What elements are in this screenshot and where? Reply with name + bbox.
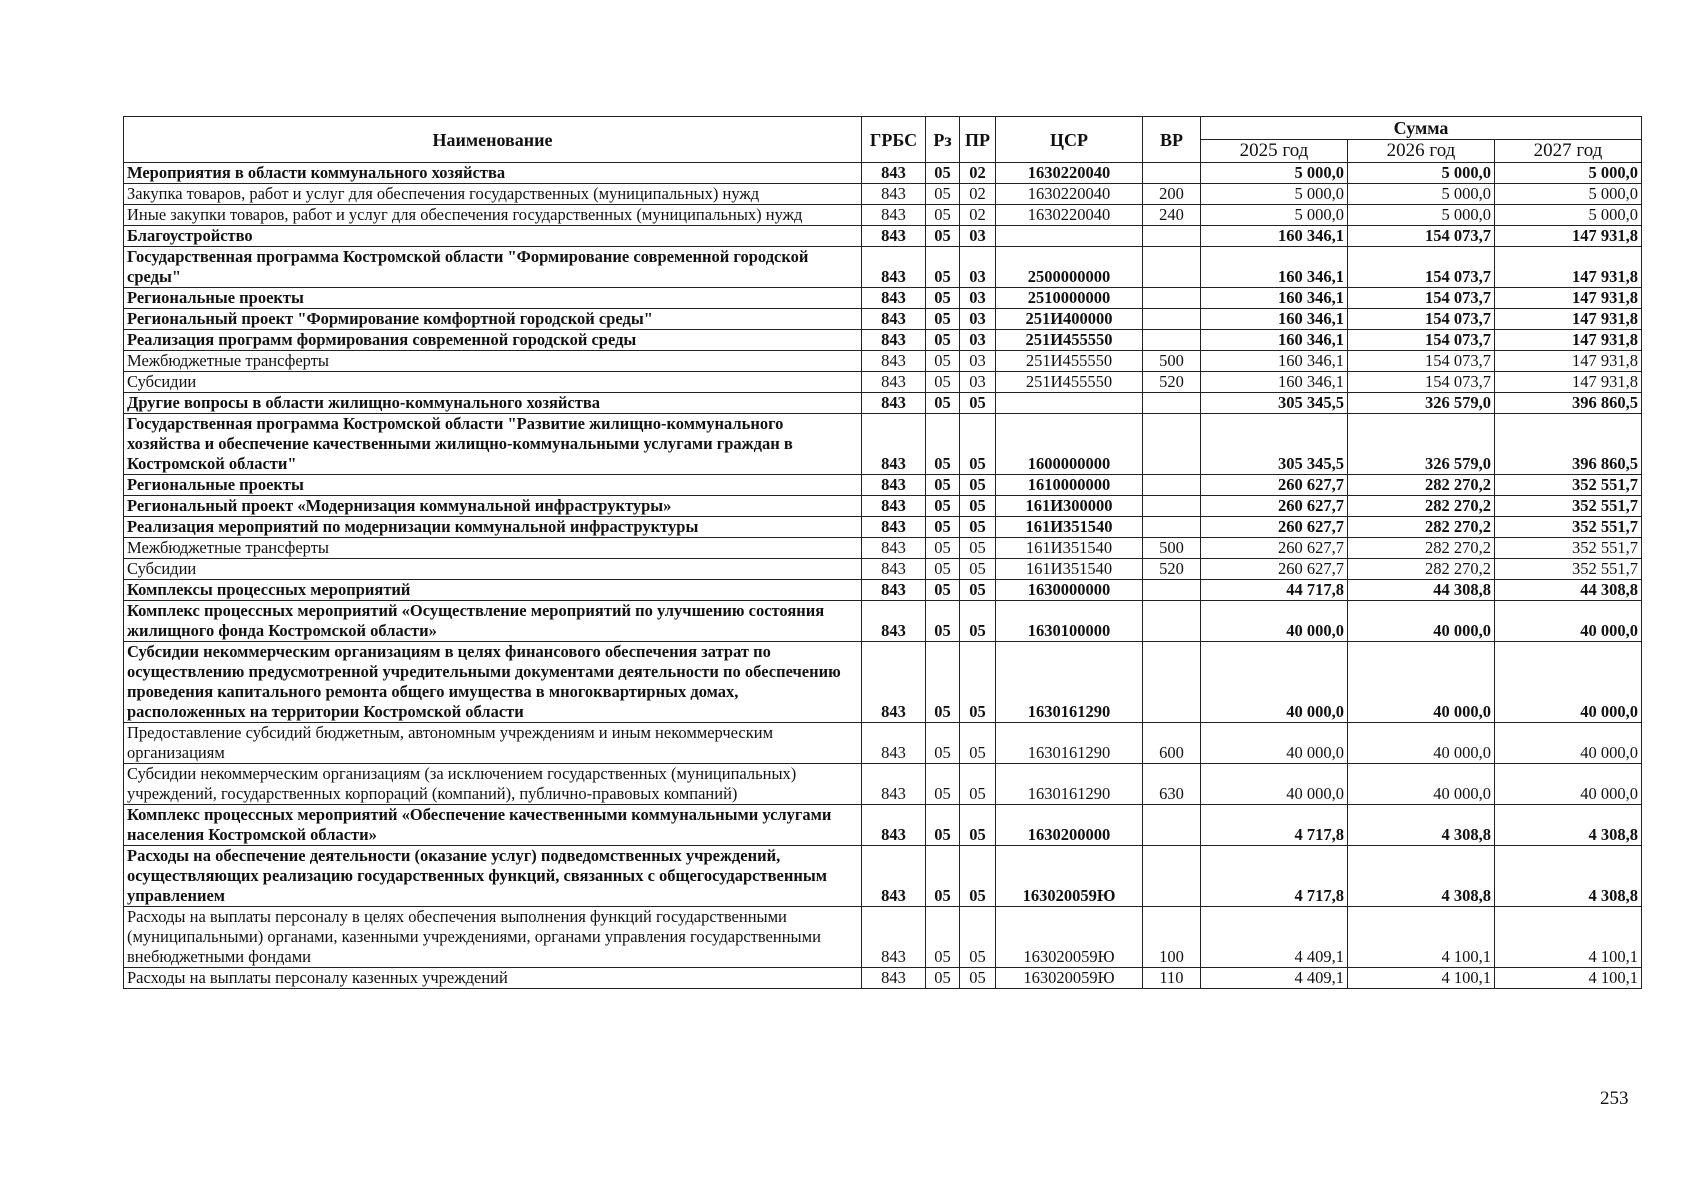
cell-grbs: 843 [862, 184, 926, 205]
cell-csr: 251И455550 [996, 372, 1143, 393]
cell-rz: 05 [926, 538, 960, 559]
table-row [124, 226, 1642, 247]
cell-grbs: 843 [862, 351, 926, 372]
cell-2027: 40 000,0 [1495, 642, 1642, 723]
cell-name: Расходы на выплаты персоналу казенных учреждений [124, 968, 862, 989]
cell-csr: 163020059Ю [996, 968, 1143, 989]
document-page [123, 116, 1641, 989]
cell-csr: 251И400000 [996, 309, 1143, 330]
header-rz: Рз [926, 117, 960, 163]
cell-2026: 4 100,1 [1348, 907, 1495, 968]
cell-pr: 05 [960, 968, 996, 989]
cell-2027: 147 931,8 [1495, 226, 1642, 247]
cell-2027: 4 308,8 [1495, 805, 1642, 846]
cell-csr [996, 393, 1143, 414]
cell-name: Комплексы процессных мероприятий [124, 580, 862, 601]
cell-pr: 05 [960, 846, 996, 907]
cell-2025: 5 000,0 [1201, 184, 1348, 205]
cell-csr: 2500000000 [996, 247, 1143, 288]
cell-name: Реализация мероприятий по модернизации коммунальной инфраструктуры [124, 517, 862, 538]
cell-2027: 44 308,8 [1495, 580, 1642, 601]
cell-pr: 02 [960, 205, 996, 226]
cell-2025: 260 627,7 [1201, 496, 1348, 517]
cell-grbs: 843 [862, 580, 926, 601]
cell-2027: 147 931,8 [1495, 309, 1642, 330]
table-row [124, 907, 1642, 968]
cell-grbs: 843 [862, 968, 926, 989]
cell-name: Региональные проекты [124, 288, 862, 309]
cell-name: Межбюджетные трансферты [124, 351, 862, 372]
cell-rz: 05 [926, 184, 960, 205]
budget-table [123, 116, 1642, 989]
cell-2026: 5 000,0 [1348, 184, 1495, 205]
cell-vr [1143, 330, 1201, 351]
cell-pr: 05 [960, 538, 996, 559]
cell-2025: 4 409,1 [1201, 907, 1348, 968]
cell-vr: 630 [1143, 764, 1201, 805]
cell-grbs: 843 [862, 496, 926, 517]
table-row [124, 330, 1642, 351]
cell-pr: 03 [960, 288, 996, 309]
cell-csr: 1630161290 [996, 723, 1143, 764]
cell-vr: 200 [1143, 184, 1201, 205]
cell-rz: 05 [926, 907, 960, 968]
cell-vr [1143, 496, 1201, 517]
cell-pr: 05 [960, 393, 996, 414]
cell-2025: 160 346,1 [1201, 372, 1348, 393]
cell-vr [1143, 288, 1201, 309]
cell-vr: 100 [1143, 907, 1201, 968]
table-row [124, 205, 1642, 226]
cell-2025: 260 627,7 [1201, 559, 1348, 580]
cell-rz: 05 [926, 163, 960, 184]
cell-csr: 1630220040 [996, 163, 1143, 184]
cell-2027: 396 860,5 [1495, 414, 1642, 475]
cell-2025: 40 000,0 [1201, 601, 1348, 642]
cell-csr: 1630000000 [996, 580, 1143, 601]
cell-name: Комплекс процессных мероприятий «Обеспечение качественными коммунальными услугами населения Костромской области» [124, 805, 862, 846]
cell-2027: 352 551,7 [1495, 538, 1642, 559]
table-row [124, 559, 1642, 580]
cell-rz: 05 [926, 846, 960, 907]
cell-grbs: 843 [862, 372, 926, 393]
header-name: Наименование [124, 117, 862, 163]
cell-pr: 03 [960, 351, 996, 372]
cell-2027: 5 000,0 [1495, 184, 1642, 205]
cell-name: Другие вопросы в области жилищно-коммунального хозяйства [124, 393, 862, 414]
cell-rz: 05 [926, 205, 960, 226]
cell-pr: 03 [960, 226, 996, 247]
cell-2025: 160 346,1 [1201, 288, 1348, 309]
cell-2026: 154 073,7 [1348, 288, 1495, 309]
cell-name: Субсидии некоммерческим организациям (за исключением государственных (муниципальных) учреждений, государственных корпораций (компаний), публично-правовых компаний) [124, 764, 862, 805]
cell-rz: 05 [926, 247, 960, 288]
cell-name: Государственная программа Костромской области "Развитие жилищно-коммунального хозяйства и обеспечение качественными жилищно-коммунальными услугами граждан в Костромской области" [124, 414, 862, 475]
cell-2026: 282 270,2 [1348, 496, 1495, 517]
table-row [124, 580, 1642, 601]
cell-2026: 282 270,2 [1348, 559, 1495, 580]
cell-name: Иные закупки товаров, работ и услуг для обеспечения государственных (муниципальных) нужд [124, 205, 862, 226]
cell-csr: 251И455550 [996, 351, 1143, 372]
cell-name: Региональный проект "Формирование комфортной городской среды" [124, 309, 862, 330]
cell-2026: 282 270,2 [1348, 475, 1495, 496]
cell-2027: 5 000,0 [1495, 163, 1642, 184]
cell-2026: 40 000,0 [1348, 723, 1495, 764]
table-row [124, 247, 1642, 288]
table-row [124, 475, 1642, 496]
cell-2027: 147 931,8 [1495, 351, 1642, 372]
cell-grbs: 843 [862, 226, 926, 247]
cell-pr: 02 [960, 184, 996, 205]
cell-csr: 1610000000 [996, 475, 1143, 496]
cell-2026: 154 073,7 [1348, 372, 1495, 393]
cell-grbs: 843 [862, 393, 926, 414]
cell-2025: 40 000,0 [1201, 642, 1348, 723]
cell-rz: 05 [926, 351, 960, 372]
cell-csr: 1630161290 [996, 764, 1143, 805]
table-row [124, 184, 1642, 205]
cell-pr: 05 [960, 580, 996, 601]
table-row [124, 723, 1642, 764]
cell-2026: 4 100,1 [1348, 968, 1495, 989]
cell-grbs: 843 [862, 163, 926, 184]
cell-grbs: 843 [862, 517, 926, 538]
cell-vr: 520 [1143, 372, 1201, 393]
cell-vr: 500 [1143, 538, 1201, 559]
table-row [124, 288, 1642, 309]
cell-vr: 600 [1143, 723, 1201, 764]
cell-vr: 520 [1143, 559, 1201, 580]
cell-vr [1143, 601, 1201, 642]
cell-grbs: 843 [862, 723, 926, 764]
cell-name: Расходы на обеспечение деятельности (оказание услуг) подведомственных учреждений, осуществляющих реализацию государственных функций, связанных с общегосударственным управлением [124, 846, 862, 907]
cell-2027: 352 551,7 [1495, 559, 1642, 580]
cell-grbs: 843 [862, 601, 926, 642]
cell-pr: 03 [960, 330, 996, 351]
cell-2025: 40 000,0 [1201, 764, 1348, 805]
cell-2026: 282 270,2 [1348, 538, 1495, 559]
cell-2026: 154 073,7 [1348, 330, 1495, 351]
cell-2026: 4 308,8 [1348, 805, 1495, 846]
cell-csr: 1630220040 [996, 205, 1143, 226]
cell-vr [1143, 805, 1201, 846]
cell-rz: 05 [926, 580, 960, 601]
cell-csr: 161И351540 [996, 538, 1143, 559]
table-row [124, 764, 1642, 805]
header-grbs: ГРБС [862, 117, 926, 163]
page-number: 253 [1600, 1088, 1629, 1109]
cell-2027: 147 931,8 [1495, 288, 1642, 309]
cell-vr [1143, 846, 1201, 907]
cell-rz: 05 [926, 414, 960, 475]
cell-2027: 40 000,0 [1495, 601, 1642, 642]
cell-name: Мероприятия в области коммунального хозяйства [124, 163, 862, 184]
cell-2027: 352 551,7 [1495, 517, 1642, 538]
cell-pr: 05 [960, 414, 996, 475]
cell-2026: 326 579,0 [1348, 393, 1495, 414]
cell-pr: 05 [960, 723, 996, 764]
cell-2026: 154 073,7 [1348, 309, 1495, 330]
cell-csr [996, 226, 1143, 247]
cell-grbs: 843 [862, 475, 926, 496]
cell-2027: 147 931,8 [1495, 372, 1642, 393]
cell-vr: 240 [1143, 205, 1201, 226]
header-csr: ЦСР [996, 117, 1143, 163]
cell-name: Региональные проекты [124, 475, 862, 496]
cell-rz: 05 [926, 496, 960, 517]
table-row [124, 846, 1642, 907]
cell-rz: 05 [926, 226, 960, 247]
cell-grbs: 843 [862, 846, 926, 907]
cell-2025: 305 345,5 [1201, 414, 1348, 475]
cell-name: Государственная программа Костромской области "Формирование современной городской среды" [124, 247, 862, 288]
cell-name: Субсидии [124, 372, 862, 393]
cell-vr [1143, 393, 1201, 414]
cell-name: Расходы на выплаты персоналу в целях обеспечения выполнения функций государственными (муниципальными) органами, казенными учреждениями, органами управления государственными внебюджетными фондами [124, 907, 862, 968]
header-year-2027: 2027 год [1495, 140, 1642, 163]
cell-2026: 154 073,7 [1348, 226, 1495, 247]
cell-2026: 44 308,8 [1348, 580, 1495, 601]
cell-pr: 03 [960, 309, 996, 330]
header-pr: ПР [960, 117, 996, 163]
cell-2025: 160 346,1 [1201, 226, 1348, 247]
cell-rz: 05 [926, 642, 960, 723]
cell-pr: 05 [960, 907, 996, 968]
cell-grbs: 843 [862, 559, 926, 580]
cell-pr: 05 [960, 496, 996, 517]
cell-2026: 154 073,7 [1348, 351, 1495, 372]
cell-grbs: 843 [862, 764, 926, 805]
header-vr: ВР [1143, 117, 1201, 163]
cell-name: Реализация программ формирования современной городской среды [124, 330, 862, 351]
cell-csr: 2510000000 [996, 288, 1143, 309]
cell-2025: 160 346,1 [1201, 351, 1348, 372]
cell-2026: 5 000,0 [1348, 205, 1495, 226]
table-row [124, 496, 1642, 517]
cell-grbs: 843 [862, 330, 926, 351]
cell-csr: 1630100000 [996, 601, 1143, 642]
cell-vr [1143, 414, 1201, 475]
table-row [124, 642, 1642, 723]
cell-rz: 05 [926, 393, 960, 414]
header-sum: Сумма [1201, 117, 1642, 140]
cell-vr [1143, 163, 1201, 184]
cell-vr [1143, 517, 1201, 538]
cell-2025: 4 717,8 [1201, 805, 1348, 846]
cell-vr [1143, 247, 1201, 288]
cell-2027: 147 931,8 [1495, 330, 1642, 351]
cell-name: Межбюджетные трансферты [124, 538, 862, 559]
cell-2027: 352 551,7 [1495, 496, 1642, 517]
cell-csr: 1630200000 [996, 805, 1143, 846]
header-year-2025: 2025 год [1201, 140, 1348, 163]
cell-rz: 05 [926, 372, 960, 393]
cell-rz: 05 [926, 309, 960, 330]
table-row [124, 414, 1642, 475]
cell-pr: 05 [960, 642, 996, 723]
cell-pr: 05 [960, 764, 996, 805]
cell-rz: 05 [926, 764, 960, 805]
cell-2025: 260 627,7 [1201, 517, 1348, 538]
cell-vr [1143, 475, 1201, 496]
cell-name: Комплекс процессных мероприятий «Осуществление мероприятий по улучшению состояния жилищного фонда Костромской области» [124, 601, 862, 642]
cell-csr: 163020059Ю [996, 846, 1143, 907]
cell-name: Субсидии [124, 559, 862, 580]
cell-vr [1143, 580, 1201, 601]
cell-csr: 161И351540 [996, 517, 1143, 538]
cell-name: Благоустройство [124, 226, 862, 247]
cell-grbs: 843 [862, 907, 926, 968]
cell-pr: 05 [960, 517, 996, 538]
cell-2026: 4 308,8 [1348, 846, 1495, 907]
cell-2025: 160 346,1 [1201, 330, 1348, 351]
table-row [124, 805, 1642, 846]
cell-2026: 40 000,0 [1348, 601, 1495, 642]
cell-2025: 260 627,7 [1201, 475, 1348, 496]
cell-rz: 05 [926, 475, 960, 496]
cell-csr: 1630161290 [996, 642, 1143, 723]
cell-2025: 40 000,0 [1201, 723, 1348, 764]
cell-2027: 147 931,8 [1495, 247, 1642, 288]
cell-grbs: 843 [862, 538, 926, 559]
table-row [124, 163, 1642, 184]
cell-grbs: 843 [862, 205, 926, 226]
cell-rz: 05 [926, 723, 960, 764]
table-body [124, 163, 1642, 989]
cell-vr [1143, 309, 1201, 330]
table-row [124, 372, 1642, 393]
table-row [124, 538, 1642, 559]
cell-2025: 5 000,0 [1201, 205, 1348, 226]
cell-rz: 05 [926, 601, 960, 642]
table-row [124, 517, 1642, 538]
cell-pr: 03 [960, 372, 996, 393]
cell-rz: 05 [926, 805, 960, 846]
cell-2027: 40 000,0 [1495, 723, 1642, 764]
cell-rz: 05 [926, 288, 960, 309]
cell-vr: 110 [1143, 968, 1201, 989]
cell-pr: 03 [960, 247, 996, 288]
cell-pr: 02 [960, 163, 996, 184]
cell-name: Закупка товаров, работ и услуг для обеспечения государственных (муниципальных) нужд [124, 184, 862, 205]
table-row [124, 601, 1642, 642]
table-row [124, 309, 1642, 330]
cell-2027: 4 308,8 [1495, 846, 1642, 907]
cell-grbs: 843 [862, 642, 926, 723]
cell-grbs: 843 [862, 414, 926, 475]
cell-grbs: 843 [862, 288, 926, 309]
cell-csr: 1600000000 [996, 414, 1143, 475]
cell-2027: 4 100,1 [1495, 968, 1642, 989]
cell-rz: 05 [926, 517, 960, 538]
cell-rz: 05 [926, 330, 960, 351]
cell-grbs: 843 [862, 805, 926, 846]
cell-2026: 40 000,0 [1348, 764, 1495, 805]
cell-vr [1143, 226, 1201, 247]
cell-2027: 40 000,0 [1495, 764, 1642, 805]
cell-vr [1143, 642, 1201, 723]
cell-rz: 05 [926, 559, 960, 580]
cell-grbs: 843 [862, 247, 926, 288]
cell-pr: 05 [960, 805, 996, 846]
cell-2027: 396 860,5 [1495, 393, 1642, 414]
cell-csr: 1630220040 [996, 184, 1143, 205]
cell-2026: 40 000,0 [1348, 642, 1495, 723]
cell-csr: 251И455550 [996, 330, 1143, 351]
cell-name: Предоставление субсидий бюджетным, автономным учреждениям и иным некоммерческим организациям [124, 723, 862, 764]
cell-2025: 44 717,8 [1201, 580, 1348, 601]
table-row [124, 393, 1642, 414]
cell-2027: 5 000,0 [1495, 205, 1642, 226]
cell-grbs: 843 [862, 309, 926, 330]
cell-name: Субсидии некоммерческим организациям в целях финансового обеспечения затрат по осуществлению предусмотренной учредительными документами деятельности по обеспечению проведения капитального ремонта общего имущества в многоквартирных домах, расположенных на территории Костромской области [124, 642, 862, 723]
cell-rz: 05 [926, 968, 960, 989]
cell-2025: 4 409,1 [1201, 968, 1348, 989]
cell-2025: 260 627,7 [1201, 538, 1348, 559]
cell-2026: 5 000,0 [1348, 163, 1495, 184]
table-row [124, 968, 1642, 989]
header-year-2026: 2026 год [1348, 140, 1495, 163]
cell-pr: 05 [960, 475, 996, 496]
cell-2025: 5 000,0 [1201, 163, 1348, 184]
cell-2025: 160 346,1 [1201, 309, 1348, 330]
cell-vr: 500 [1143, 351, 1201, 372]
cell-2025: 4 717,8 [1201, 846, 1348, 907]
cell-2026: 326 579,0 [1348, 414, 1495, 475]
cell-name: Региональный проект «Модернизация коммунальной инфраструктуры» [124, 496, 862, 517]
cell-pr: 05 [960, 601, 996, 642]
cell-2026: 154 073,7 [1348, 247, 1495, 288]
cell-csr: 161И300000 [996, 496, 1143, 517]
cell-2027: 4 100,1 [1495, 907, 1642, 968]
cell-2025: 305 345,5 [1201, 393, 1348, 414]
cell-csr: 163020059Ю [996, 907, 1143, 968]
cell-csr: 161И351540 [996, 559, 1143, 580]
cell-2027: 352 551,7 [1495, 475, 1642, 496]
cell-2025: 160 346,1 [1201, 247, 1348, 288]
cell-pr: 05 [960, 559, 996, 580]
table-row [124, 351, 1642, 372]
cell-2026: 282 270,2 [1348, 517, 1495, 538]
